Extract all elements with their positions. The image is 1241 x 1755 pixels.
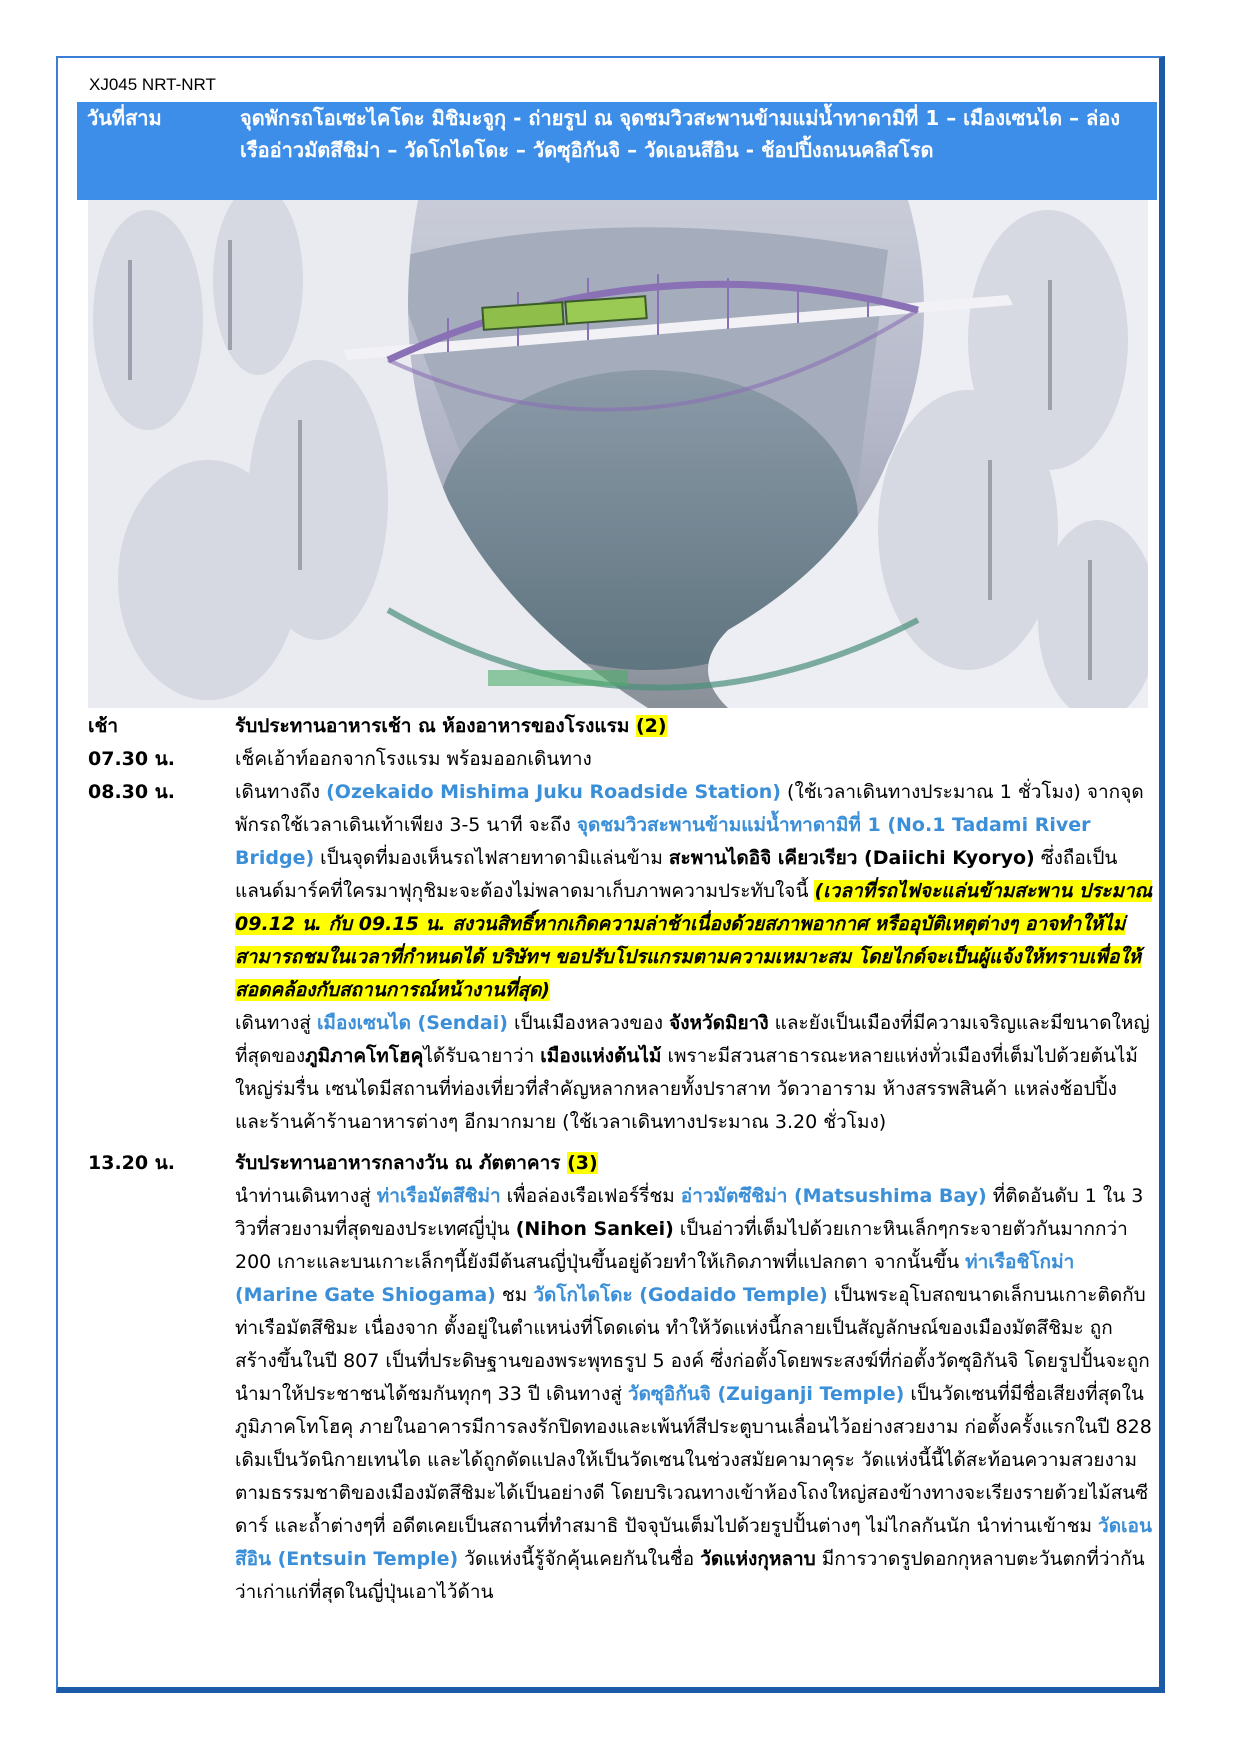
day-label: วันที่สาม — [87, 106, 162, 130]
text-run: วัดแห่งนี้รู้จักคุ้นเคยกันในชื่อ — [458, 1548, 701, 1570]
text-run: (ใช้เวลาเดินทางประมาณ 1 ชั่วโมง) จากจุดพักรถใช้เวลาเดินเท้าเพียง 3-5 นาที จะถึง — [235, 781, 1144, 836]
time-label: เช้า — [88, 715, 119, 737]
shiogama-pier: ท่าเรือชิโกม่า (Marine Gate Shiogama) — [235, 1251, 1075, 1306]
checkout-text: เช็คเอ้าท์ออกจากโรงแรม พร้อมออกเดินทาง — [235, 748, 592, 770]
text-run: เป็นวัดเซนที่มีชื่อเสียงที่สุดในภูมิภาคโทโฮคุ ภายในอาคารมีการลงรักปิดทองและเพ้นท์สีประตูบานเลื่อนไว้อย่างสวยงาม ก่อตั้งครั้งแรกในปี 828 เดิมเป็นวัดนิกายเทนได และได้ถูกดัดแปลงให้เป็นวัดเซนในช่วงสมัยคามาคุระ วัดแห่งนี้นี้ได้สะท้อนความสวยงามตามธรรมชาติของเมืองมัตสึชิมะได้เป็นอย่างดี โดยบริเวณทางเข้าห้องโถงใหญ่สองข้างทางจะเรียงรายด้วยไม้สนซีดาร์ และถ้ำต่างๆที่ อดีตเคยเป็นสถานที่ทำสมาธิ ปัจจุบันเต็มไปด้วยรูปปั้นต่างๆ ไม่ไกลกันนัก นำท่านเข้าชม — [235, 1383, 1152, 1537]
lunch-text: รับประทานอาหารกลางวัน ณ ภัตตาคาร — [235, 1152, 561, 1174]
text-run: เป็นจุดที่มองเห็นรถไฟสายทาดามิแล่นข้าม — [314, 847, 669, 869]
text-run: เป็นพระอุโบสถขนาดเล็กบนเกาะติดกับท่าเรือมัตสึชิมะ เนื่องจาก ตั้งอยู่ในตำแหน่งที่โดดเด่น ทำให้วัดแห่งนี้กลายเป็นสัญลักษณ์ของเมืองมัตสึชิมะ ถูกสร้างขึ้นในปี 807 เป็นที่ประดิษฐานของพระพุทธรูป 5 องค์ ซึ่งก่อตั้งโดยพระสงฆ์ที่ก่อตั้งวัดซุอิกันจิ โดยรูปปั้นจะถูกนำมาให้ประชาชนได้ชมกันทุกๆ 33 ปี เดินทางสู่ — [235, 1284, 1150, 1405]
text-run: เดินทางสู่ — [235, 1012, 317, 1034]
sendai-name: เมืองเซนได (Sendai) — [316, 1012, 508, 1034]
schedule-row-0730 — [88, 743, 1153, 776]
roadside-station-name: (Ozekaido Mishima Juku Roadside Station) — [326, 781, 781, 803]
text-run: เป็นเมืองหลวงของ — [507, 1012, 670, 1034]
schedule-row-0830 — [88, 776, 1153, 1139]
winter-train-bridge-photo — [88, 200, 1148, 708]
godaido-temple: วัดโกไดโดะ (Godaido Temple) — [533, 1284, 828, 1306]
city-of-trees: เมืองแห่งต้นไม้ — [540, 1045, 662, 1067]
text-run: และยังเป็นเมืองที่มีความเจริญและมีขนาดใหญ่ที่สุดของ — [235, 1012, 1150, 1067]
nihon-sankei: (Nihon Sankei) — [515, 1218, 674, 1240]
breakfast-text: รับประทานอาหารเช้า ณ ห้องอาหารของโรงแรม — [235, 715, 630, 737]
daiichi-kyoryo: สะพานไดอิจิ เคียวเรียว (Daiichi Kyoryo) — [668, 847, 1035, 869]
text-run: เป็นอ่าวที่เต็มไปด้วยเกาะหินเล็กๆกระจายตัวกันมากกว่า 200 เกาะและบนเกาะเล็กๆนี้ยังมีต้นสนญี่ปุ่นขึ้นอยู่ด้วยทำให้เกิดภาพที่แปลกตา จากนั้นขึ้น — [235, 1218, 1128, 1273]
matsushima-bay: อ่าวมัตซึชิม่า (Matsushima Bay) — [680, 1185, 987, 1207]
paragraph-0830 — [235, 776, 1153, 1007]
meal-number: (3) — [567, 1152, 598, 1174]
time-label: 13.20 น. — [88, 1152, 175, 1174]
text-run: เพราะมีสวนสาธารณะหลายแห่งทั่วเมืองที่เต็มไปด้วยต้นไม้ใหญ่ร่มรื่น เซนไดมีสถานที่ท่องเที่ยวที่สำคัญหลากหลายทั้งปราสาท วัดวาอาราม ห้างสรรพสินค้า แหล่งช้อปปิ้ง และร้านค้าร้านอาหารต่างๆ อีกมากมาย (ใช้เวลาเดินทางประมาณ 3.20 ชั่วโมง) — [235, 1045, 1138, 1133]
text-run: นำท่านเดินทางสู่ — [235, 1185, 377, 1207]
meal-number: (2) — [635, 715, 667, 737]
schedule — [88, 710, 1153, 1609]
time-label: 07.30 น. — [88, 748, 175, 770]
entsuin-temple: วัดเอนสึอิน (Entsuin Temple) — [235, 1515, 1152, 1570]
time-label: 08.30 น. — [88, 781, 175, 803]
tour-code: XJ045 NRT-NRT — [89, 75, 216, 94]
miyagi-name: จังหวัดมิยางิ — [669, 1012, 769, 1034]
day-title: จุดพักรถโอเซะไคโดะ มิชิมะจูกุ - ถ่ายรูป ณ จุดชมวิวสะพานข้ามแม่น้ำทาดามิที่ 1 – เมืองเซนได – ล่องเรืออ่าวมัตสึชิม่า – วัดโกไดโดะ – วัดซุอิกันจิ – วัดเอนสึอิน - ช้อปปิ้งถนนคลิสโรด — [240, 106, 1121, 162]
text-run: ซึ่งถือเป็นแลนด์มาร์คที่ใครมาฟุกุชิมะจะต้องไม่พลาดมาเก็บภาพความประทับใจนี้ — [235, 847, 1118, 902]
tohoku-name: ภูมิภาคโทโฮคุ — [305, 1045, 424, 1067]
paragraph-1320 — [235, 1180, 1153, 1609]
text-run: เดินทางถึง — [235, 781, 327, 803]
schedule-row-1320 — [88, 1147, 1153, 1609]
day-header — [77, 102, 1157, 200]
text-run: เพื่อล่องเรือเฟอร์รี่ชม — [500, 1185, 681, 1207]
schedule-row-breakfast — [88, 710, 1153, 743]
text-run: มีการวาดรูปดอกกุหลาบตะวันตกที่ว่ากันว่าเก่าแก่ที่สุดในญี่ปุ่นเอาไว้ด้าน — [235, 1548, 1145, 1603]
train-time-note: (เวลาที่รถไฟจะแล่นข้ามสะพาน ประมาณ 09.12 น. กับ 09.15 น. สงวนสิทธิ์หากเกิดความล่าช้าเนื่องด้วยสภาพอากาศ หรืออุบัติเหตุต่างๆ อาจทำให้ไม่สามารถชมในเวลาที่กำหนดได้ บริษัทฯ ขอปรับโปรแกรมตามความเหมาะสม โดยไกด์จะเป็นผู้แจ้งให้ทราบเพื่อให้สอดคล้องกับสถานการณ์หน้างานที่สุด) — [235, 880, 1153, 1001]
paragraph-sendai — [235, 1007, 1153, 1139]
tadami-bridge-viewpoint: จุดชมวิวสะพานข้ามแม่น้ำทาดามิที่ 1 (No.1 Tadami River Bridge) — [235, 814, 1091, 869]
zuiganji-temple: วัดซุอิกันจิ (Zuiganji Temple) — [627, 1383, 905, 1405]
text-run: ชม — [495, 1284, 534, 1306]
temple-of-roses: วัดแห่งกุหลาบ — [700, 1548, 816, 1570]
matsushima-pier: ท่าเรือมัตสึชิม่า — [376, 1185, 501, 1207]
text-run: ที่ติดอันดับ 1 ใน 3 วิวที่สวยงามที่สุดของประเทศญี่ปุ่น — [235, 1185, 1144, 1240]
text-run: ได้รับฉายาว่า — [423, 1045, 541, 1067]
